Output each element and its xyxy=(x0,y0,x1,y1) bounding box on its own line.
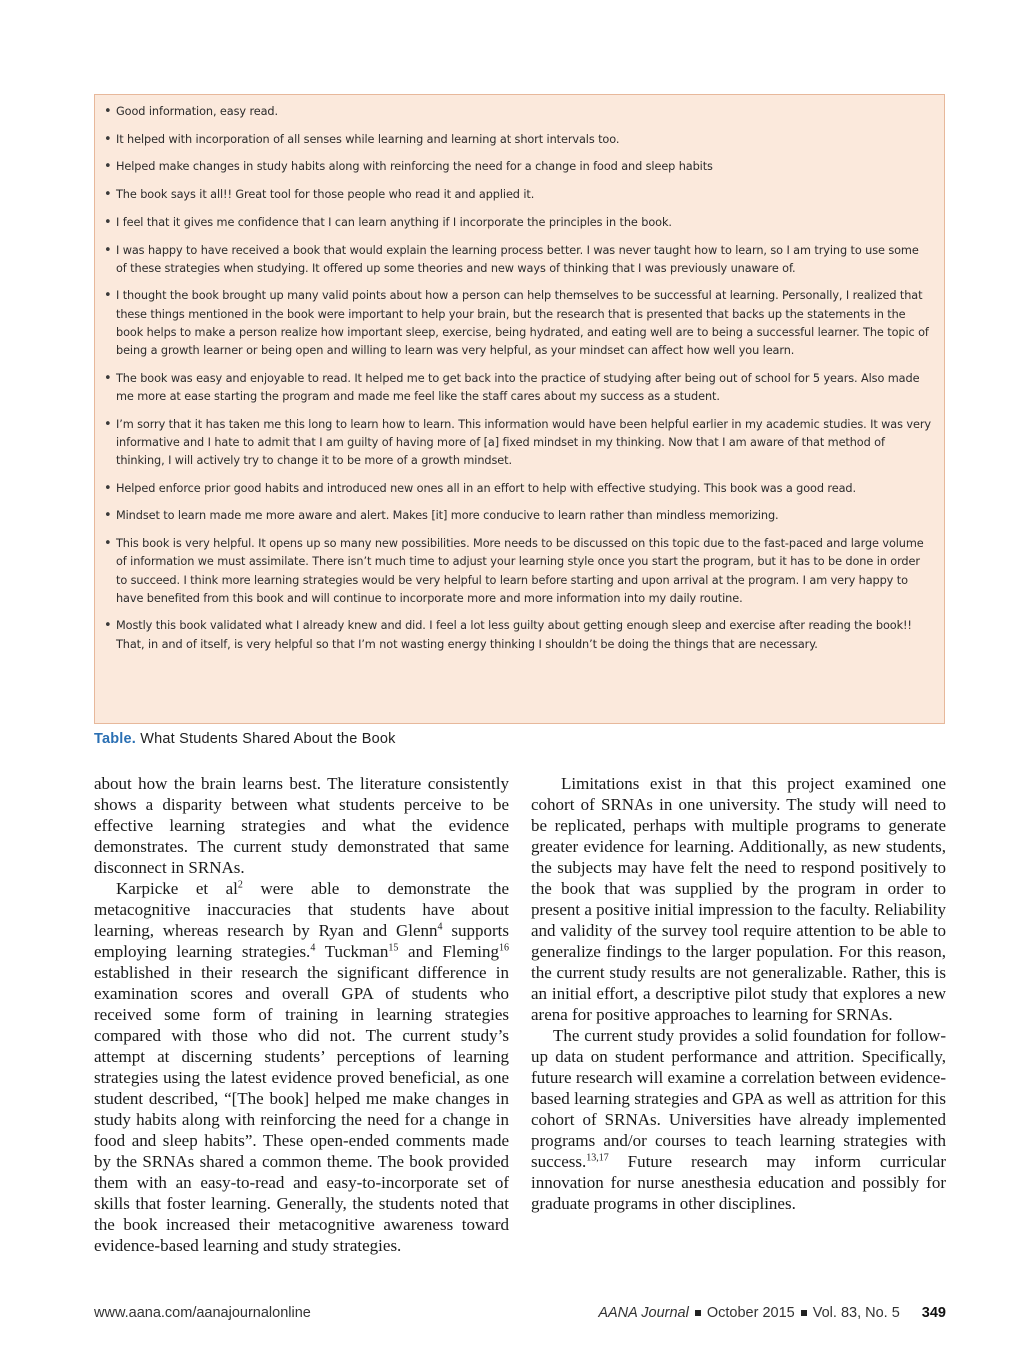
square-bullet-icon xyxy=(695,1310,701,1316)
list-item: • Mindset to learn made me more aware and alert. Makes [it] more conducive to learn rather than mindless memorizing. xyxy=(107,507,932,525)
citation: 16 xyxy=(499,942,509,954)
paragraph: Limitations exist in that this project examined one cohort of SRNAs in one university. The study will need to be replicated, perhaps with multiple programs to generate greater evidence for learning. Additionally, as new students, the subjects may have felt the need to respond positively to the book that was supplied by the program in order to present a positive initial impression to the faculty. Reliability and validity of the survey tool require attention to be able to generalize findings to the larger population. For this reason, the current study results are not generalizable. Rather, this is an initial effort, a descriptive pilot study that explores a new arena for positive approaches to learning for SRNAs. xyxy=(531,774,946,1024)
volume-number: Vol. 83, No. 5 xyxy=(812,1305,900,1321)
issue-date: October 2015 xyxy=(706,1305,795,1321)
table-caption-text: What Students Shared About the Book xyxy=(140,731,396,747)
citation: 15 xyxy=(388,942,399,954)
citation: 4 xyxy=(310,942,316,954)
journal-name: AANA Journal xyxy=(598,1305,689,1321)
square-bullet-icon xyxy=(801,1310,807,1316)
citation: 4 xyxy=(437,921,443,933)
list-item: • This book is very helpful. It opens up so many new possibilities. More needs to be discussed on this topic due to the fast-paced and large volume of information we must assimilate. There isn’t much time to adjust your learning style once you start the program, but it has to be done in order to succeed. I think more learning strategies would be very helpful to learn before starting and upon arrival at the program. I am very happy to have benefited from this book and will continue to incorporate more and more information into my daily routine. xyxy=(107,535,932,608)
text-run: Future research may inform curricular innovation for nurse anesthesia education and possibly for graduate programs in other disciplines. xyxy=(531,1152,946,1213)
text-run: established in their research the significant difference in examination scores and overall GPA of students who received some form of training in learning strategies compared with those who did not. The current study’s attempt at discerning students’ perceptions of learning strategies using the latest evidence proved beneficial, as one student described, “[The book] helped me make changes in study habits along with reinforcing the need for a change in food and sleep habits”. These open-ended comments made by the SRNAs shared a common theme. The book provided them with an easy-to-read and easy-to-incorporate set of skills that foster learning. Generally, the students noted that the book increased their metacognitive awareness toward evidence-based learning and study strategies. xyxy=(94,963,509,1255)
table-caption xyxy=(94,731,396,747)
list-item: • I thought the book brought up many valid points about how a person can help themselves to be successful at learning. Personally, I realized that these things mentioned in the book were important to help your brain, but the research that is presented that backs up the statements in the book helps to make a person realize how important sleep, exercise, being hydrated, and eating well are to being a successful learner. The topic of being a growth learner or being open and willing to learn was very helpful, as your mindset can affect how well you learn. xyxy=(107,287,932,360)
left-column xyxy=(94,773,509,1256)
list-item: • It helped with incorporation of all senses while learning and learning at short intervals too. xyxy=(107,131,932,149)
right-column xyxy=(531,773,946,1214)
text-run: Karpicke et al xyxy=(116,879,238,898)
list-item: • The book was easy and enjoyable to read. It helped me to get back into the practice of studying after being out of school for 5 years. Also made me more at ease starting the program and made me feel like the staff cares about my success as a student. xyxy=(107,370,932,406)
table-caption-label: Table. xyxy=(94,731,137,747)
footer-citation xyxy=(598,1305,946,1321)
citation: 13,17 xyxy=(586,1152,609,1164)
text-run: Tuckman xyxy=(315,942,389,961)
text-run: and Fleming xyxy=(398,942,499,961)
paragraph: about how the brain learns best. The literature consistently shows a disparity between what students perceive to be effective learning strategies and what the evidence demonstrates. The current study demonstrated that same disconnect in SRNAs. xyxy=(94,774,509,877)
text-run: were able to demonstrate the metacognitive inaccuracies that students have about learning, whereas research by Ryan and Glenn xyxy=(94,879,509,940)
page-number: 349 xyxy=(921,1305,946,1321)
footer-url: www.aana.com/aanajournalonline xyxy=(94,1305,311,1321)
list-item: • Helped make changes in study habits along with reinforcing the need for a change in food and sleep habits xyxy=(107,158,932,176)
list-item: • I was happy to have received a book that would explain the learning process better. I was never taught how to learn, so I am trying to use some of these strategies when studying. It offered up some theories and new ways of thinking that I was previously unaware of. xyxy=(107,242,932,278)
citation: 2 xyxy=(237,879,243,891)
student-comments-table xyxy=(94,94,945,724)
list-item: • Good information, easy read. xyxy=(107,103,932,121)
list-item: • The book says it all!! Great tool for those people who read it and applied it. xyxy=(107,186,932,204)
list-item: • I feel that it gives me confidence that I can learn anything if I incorporate the principles in the book. xyxy=(107,214,932,232)
text-run: The current study provides a solid foundation for follow-up data on student performance and attrition. Specifically, future research will examine a correlation between evidence-based learning strategies and GPA as well as attrition for this cohort of SRNAs. Universities have already implemented programs and/or courses to teach learning strategies with success. xyxy=(531,1026,946,1171)
paragraph xyxy=(94,878,509,1256)
list-item: • I’m sorry that it has taken me this long to learn how to learn. This information would have been helpful earlier in my academic studies. It was very informative and I hate to admit that I am guilty of having more of [a] fixed mindset in my thinking. Now that I am aware of that method of thinking, I will actively try to change it to be more of a growth mindset. xyxy=(107,416,932,471)
list-item: • Helped enforce prior good habits and introduced new ones all in an effort to help with effective studying. This book was a good read. xyxy=(107,480,932,498)
list-item: • Mostly this book validated what I already knew and did. I feel a lot less guilty about getting enough sleep and exercise after reading the book!! That, in and of itself, is very helpful so that I’m not wasting energy thinking I shouldn’t be doing the things that are necessary. xyxy=(107,617,932,653)
text-run: supports employing learning strategies. xyxy=(94,921,509,961)
comment-list xyxy=(107,103,932,654)
paragraph xyxy=(531,1025,946,1214)
